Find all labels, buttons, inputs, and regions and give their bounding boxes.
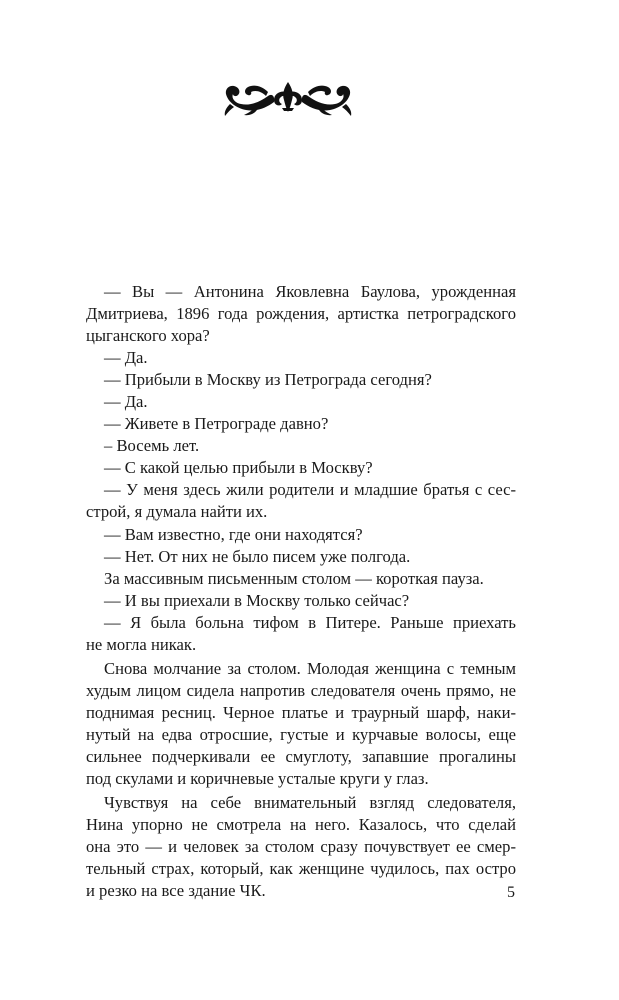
body-text bbox=[86, 281, 516, 902]
text-line: — Да. bbox=[104, 348, 148, 368]
text-line: — Живете в Петрограде давно? bbox=[104, 414, 329, 434]
page-number: 5 bbox=[507, 884, 515, 901]
text-line: — Вам известно, где они находятся? bbox=[104, 524, 363, 544]
text-line: сильнее подчеркивали ее смуглоту, запавшие прогалины bbox=[86, 746, 516, 766]
floral-vignette-icon bbox=[222, 78, 354, 118]
text-line: За массивным письменным столом — короткая пауза. bbox=[104, 568, 484, 588]
text-line: — Вы — Антонина Яковлевна Баулова, урожденная bbox=[104, 282, 516, 301]
text-line: — Нет. От них не было писем уже полгода. bbox=[104, 546, 411, 566]
text-line: Нина упорно не смотрела на него. Казалось, что сделай bbox=[86, 815, 516, 835]
text-line: — И вы приехали в Москву только сейчас? bbox=[104, 590, 410, 610]
text-line: не могла никак. bbox=[86, 634, 197, 654]
text-line: и резко на все здание ЧК. bbox=[86, 881, 266, 901]
text-line: тельный страх, который, как женщине чудилось, пах остро bbox=[86, 859, 516, 879]
text-line: она это — и человек за столом сразу почувствует ее смер- bbox=[86, 837, 516, 857]
text-line: – Восемь лет. bbox=[104, 436, 200, 456]
text-line: — С какой целью прибыли в Москву? bbox=[104, 458, 373, 478]
text-line: нутый на едва отросшие, густые и курчавые волосы, еще bbox=[86, 724, 516, 744]
text-line: — Да. bbox=[104, 392, 148, 412]
text-line: Дмитриева, 1896 года рождения, артистка петроградского bbox=[86, 304, 516, 324]
text-line: Чувствуя на себе внимательный взгляд следователя, bbox=[104, 793, 516, 813]
text-line: поднимая ресниц. Черное платье и траурный шарф, наки- bbox=[86, 702, 516, 722]
text-line: под скулами и коричневые усталые круги у глаз. bbox=[86, 769, 429, 789]
text-line: строй, я думала найти их. bbox=[86, 502, 268, 522]
text-line: — Я была больна тифом в Питере. Раньше приехать bbox=[104, 612, 516, 632]
text-line: цыганского хора? bbox=[86, 326, 210, 346]
text-line: — У меня здесь жили родители и младшие братья с сес- bbox=[104, 480, 516, 500]
text-line: Снова молчание за столом. Молодая женщина с темным bbox=[104, 658, 516, 678]
text-line: — Прибыли в Москву из Петрограда сегодня? bbox=[104, 370, 432, 390]
text-line: худым лицом сидела напротив следователя очень прямо, не bbox=[86, 680, 516, 700]
